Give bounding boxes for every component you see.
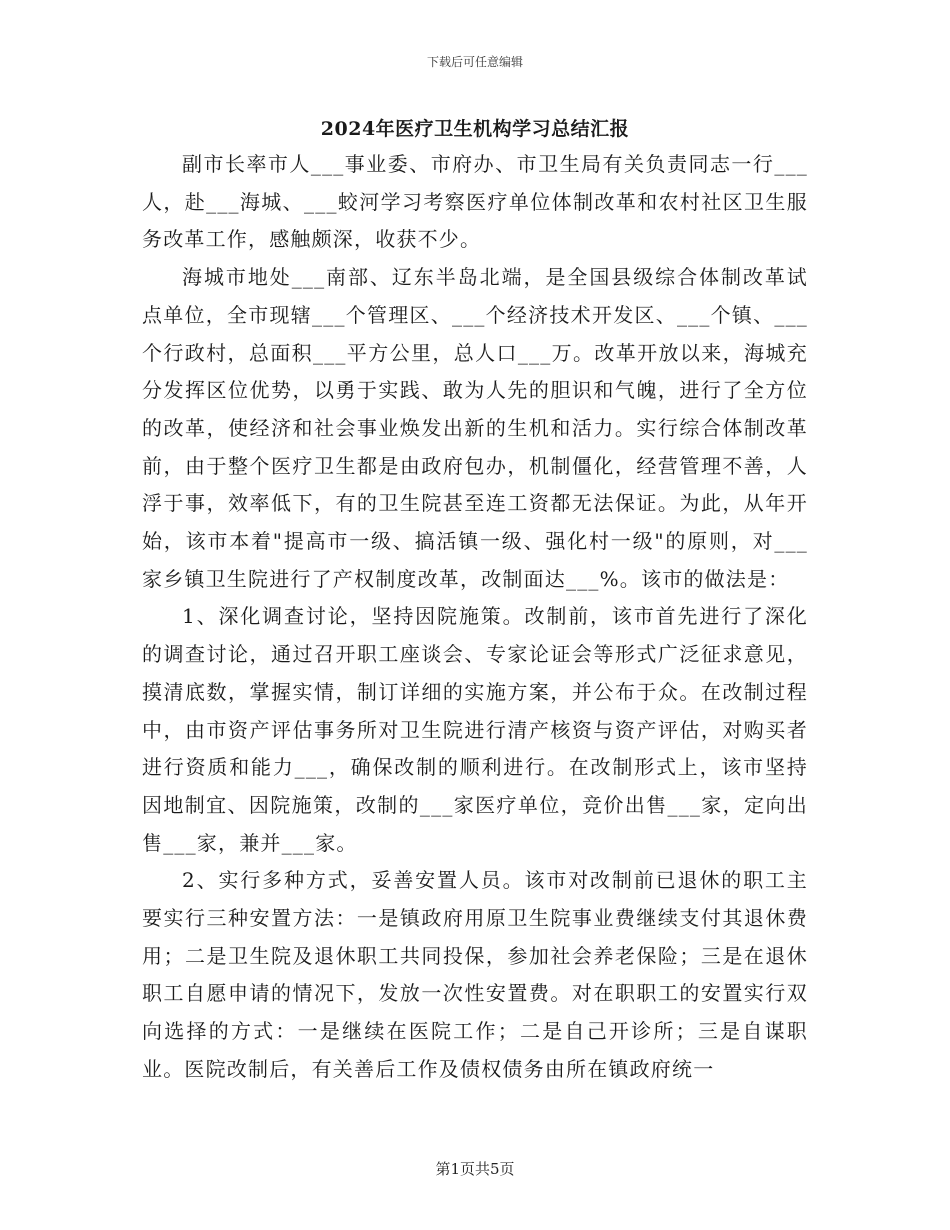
body-paragraph: 2、实行多种方式，妥善安置人员。该市对改制前已退休的职工主要实行三种安置方法：一是镇政府用原卫生院事业费继续支付其退休费用；二是卫生院及退休职工共同投保，参加社会养老保险；三是在退休职工自愿申请的情况下，发放一次性安置费。对在职职工的安置实行双向选择的方式：一是继续在医院工作；二是自己开诊所；三是自谋职业。医院改制后，有关善后工作及债权债务由所在镇政府统一 [142, 868, 808, 1081]
document-body [142, 146, 808, 1089]
document-title: 2024年医疗卫生机构学习总结汇报 [320, 118, 630, 140]
body-paragraph: 副市长率市人___事业委、市府办、市卫生局有关负责同志一行___人，赴___海城、___蛟河学习考察医疗单位体制改革和农村社区卫生服务改革工作，感触颇深，收获不少。 [142, 152, 808, 252]
page-header-note: 下载后可任意编辑 [426, 55, 523, 69]
body-paragraph: 海城市地处___南部、辽东半岛北端，是全国县级综合体制改革试点单位，全市现辖___个管理区、___个经济技术开发区、___个镇、___个行政村，总面积___平方公里，总人口___万。改革开放以来，海城充分发挥区位优势，以勇于实践、敢为人先的胆识和气魄，进行了全方位的改革，使经济和社会事业焕发出新的生机和活力。实行综合体制改革前，由于整个医疗卫生都是由政府包办，机制僵化，经营管理不善，人浮于事，效率低下，有的卫生院甚至连工资都无法保证。为此，从年开始，该市本着"提高市一级、搞活镇一级、强化村一级"的原则，对___家乡镇卫生院进行了产权制度改革，改制面达___%。该市的做法是： [142, 265, 808, 591]
page-number: 第1页共5页 [435, 1160, 515, 1178]
body-paragraph: 1、深化调查讨论，坚持因院施策。改制前，该市首先进行了深化的调查讨论，通过召开职工座谈会、专家论证会等形式广泛征求意见，摸清底数，掌握实情，制订详细的实施方案，并公布于众。在改制过程中，由市资产评估事务所对卫生院进行清产核资与资产评估，对购买者进行资质和能力___，确保改制的顺利进行。在改制形式上，该市坚持因地制宜、因院施策，改制的___家医疗单位，竞价出售___家，定向出售___家，兼并___家。 [142, 604, 808, 855]
